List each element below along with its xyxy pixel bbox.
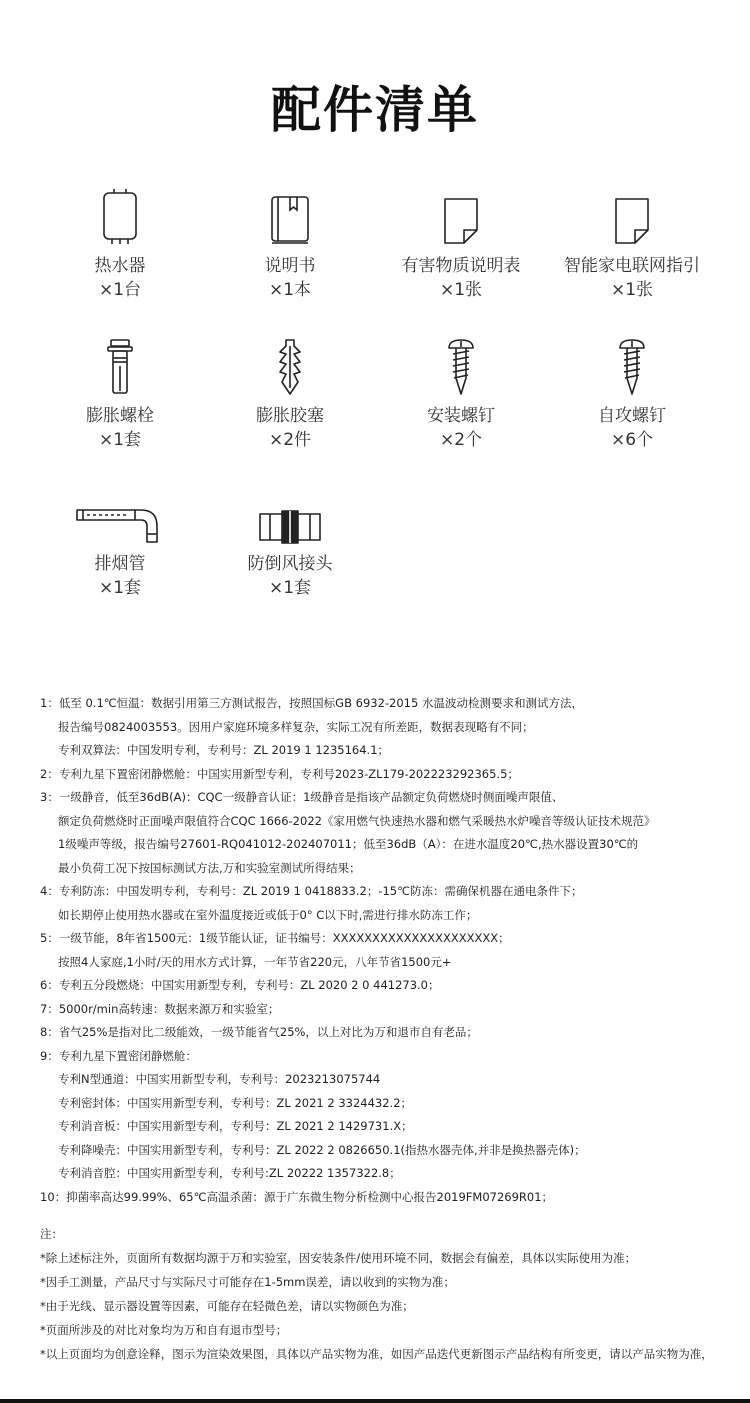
screw-icon — [547, 330, 717, 396]
item-name: 膨胀螺栓 — [86, 406, 154, 426]
footnote-line: 5：一级节能，8年省1500元：1级节能认证，证书编号：XXXXXXXXXXXXXXXXXXXXX； — [40, 931, 510, 945]
disclaimer-heading: 注： — [40, 1227, 63, 1241]
footnote-line: 专利消音腔：中国实用新型专利，专利号:ZL 20222 1357322.8； — [58, 1166, 401, 1180]
footnote-line: 最小负荷工况下按国标测试方法,万和实验室测试所得结果； — [58, 860, 361, 875]
footnote-line: 4：专利防冻：中国发明专利，专利号：ZL 2019 1 0418833.2；-15℃防冻：需确保机器在通电条件下； — [40, 884, 583, 898]
item-quantity: ×2个 — [439, 430, 483, 450]
footnote-line: 3：一级静音，低至36dB(A)：CQC一级静音认证：1级静音是指该产品额定负荷燃烧时侧面噪声限值、 — [40, 790, 564, 804]
footnote-line: 2：专利九星下置密闭静燃舱：中国实用新型专利，专利号2023-ZL179-202223292365.5； — [40, 766, 519, 781]
accessory-item-manual — [205, 180, 375, 302]
item-name: 热水器 — [94, 256, 146, 276]
accessory-item-hazardous-substance-sheet — [376, 180, 546, 302]
item-name: 防倒风接头 — [247, 554, 333, 574]
item-quantity: ×1套 — [98, 430, 142, 450]
document-sheet-icon — [547, 180, 717, 246]
accessory-item-exhaust-pipe — [35, 478, 205, 600]
disclaimer-line: *除上述标注外，页面所有数据均源于万和实验室，因安装条件/使用环境不同，数据会有偏差，具体以实际使用为准； — [40, 1251, 637, 1265]
footnote-line: 1：低至 0.1℃恒温：数据引用第三方测试报告，按照国标GB 6932-2015 水温波动检测要求和测试方法， — [40, 696, 583, 710]
accessory-item-wall-plug — [205, 330, 375, 452]
item-name: 智能家电联网指引 — [564, 256, 700, 276]
expansion-bolt-icon — [35, 330, 205, 396]
accessory-item-self-tapping-screw — [547, 330, 717, 452]
accessory-item-installation-screw — [376, 330, 546, 452]
bottom-divider — [0, 1399, 750, 1403]
footnote-line: 10：抑菌率高达99.99%、65℃高温杀菌：源于广东微生物分析检测中心报告2019FM07269R01； — [40, 1189, 554, 1204]
disclaimer — [40, 1222, 745, 1366]
disclaimer-line: *由于光线、显示器设置等因素，可能存在轻微色差，请以实物颜色为准； — [40, 1299, 414, 1313]
manual-book-icon — [205, 180, 375, 246]
item-quantity: ×1套 — [98, 578, 142, 598]
footnote-line: 如长期停止使用热水器或在室外温度接近或低于0° C以下时,需进行排水防冻工作； — [58, 907, 478, 922]
item-quantity: ×6个 — [610, 430, 654, 450]
item-name: 安装螺钉 — [427, 406, 495, 426]
item-name: 排烟管 — [94, 554, 146, 574]
item-quantity: ×1套 — [268, 578, 312, 598]
item-quantity: ×1张 — [610, 280, 654, 300]
footnote-line: 8：省气25%是指对比二级能效，一级节能省气25%，以上对比为万和退市自有老品； — [40, 1025, 478, 1039]
windproof-connector-icon — [205, 478, 375, 544]
disclaimer-line: *以上页面均为创意诠释，图示为渲染效果图，具体以产品实物为准，如因产品迭代更新图示产品结构有所变更，请以产品实物为准， — [40, 1347, 713, 1361]
item-name: 有害物质说明表 — [401, 256, 521, 276]
accessory-item-water-heater — [35, 180, 205, 302]
item-name: 膨胀胶塞 — [256, 406, 324, 426]
item-quantity: ×2件 — [268, 430, 312, 450]
footnote-line: 专利密封体：中国实用新型专利，专利号：ZL 2021 2 3324432.2； — [58, 1095, 413, 1110]
footnote-line: 6：专利五分段燃烧：中国实用新型专利，专利号：ZL 2020 2 0 441273.0； — [40, 978, 440, 992]
item-quantity: ×1张 — [439, 280, 483, 300]
accessory-item-windproof-connector — [205, 478, 375, 600]
screw-icon — [376, 330, 546, 396]
footnote-line: 1级噪声等级，报告编号27601-RQ041012-202407011；低至36dB（A）：在进水温度20℃,热水器设置30℃的 — [58, 837, 639, 851]
item-quantity: ×1台 — [98, 280, 142, 300]
footnote-line: 按照4人家庭,1小时/天的用水方式计算，一年节省220元，八年节省1500元+ — [58, 954, 452, 969]
footnote-line: 额定负荷燃烧时正面噪声限值符合CQC 1666-2022《家用燃气快速热水器和燃气采暖热水炉噪音等级认证技术规范》 — [58, 813, 656, 828]
wall-plug-icon — [205, 330, 375, 396]
item-name: 说明书 — [264, 256, 316, 276]
footnote-line: 专利消音板：中国实用新型专利，专利号：ZL 2021 2 1429731.X； — [58, 1119, 413, 1133]
footnote-line: 报告编号0824003553。因用户家庭环境多样复杂，实际工况有所差距，数据表现略有不同； — [58, 719, 534, 734]
disclaimer-line: *因手工测量，产品尺寸与实际尺寸可能存在1-5mm误差，请以收到的实物为准； — [40, 1275, 455, 1289]
document-sheet-icon — [376, 180, 546, 246]
disclaimer-line: *页面所涉及的对比对象均为万和自有退市型号； — [40, 1323, 288, 1337]
item-quantity: ×1本 — [268, 280, 312, 300]
footnote-line: 9：专利九星下置密闭静燃舱： — [40, 1048, 197, 1063]
accessory-item-smart-home-guide — [547, 180, 717, 302]
item-name: 自攻螺钉 — [598, 406, 666, 426]
footnote-line: 7：5000r/min高转速：数据来源万和实验室； — [40, 1001, 280, 1016]
footnote-line: 专利双算法：中国发明专利，专利号：ZL 2019 1 1235164.1； — [58, 743, 390, 757]
page-title: 配件清单 — [271, 81, 479, 139]
water-heater-icon — [35, 180, 205, 246]
accessory-item-expansion-bolt — [35, 330, 205, 452]
exhaust-pipe-icon — [35, 478, 205, 544]
footnote-line: 专利降噪壳：中国实用新型专利，专利号：ZL 2022 2 0826650.1(指热水器壳体,并非是换热器壳体)； — [58, 1142, 586, 1157]
footnotes — [40, 692, 740, 1209]
footnote-line: 专利N型通道：中国实用新型专利，专利号：2023213075744 — [58, 1072, 381, 1086]
